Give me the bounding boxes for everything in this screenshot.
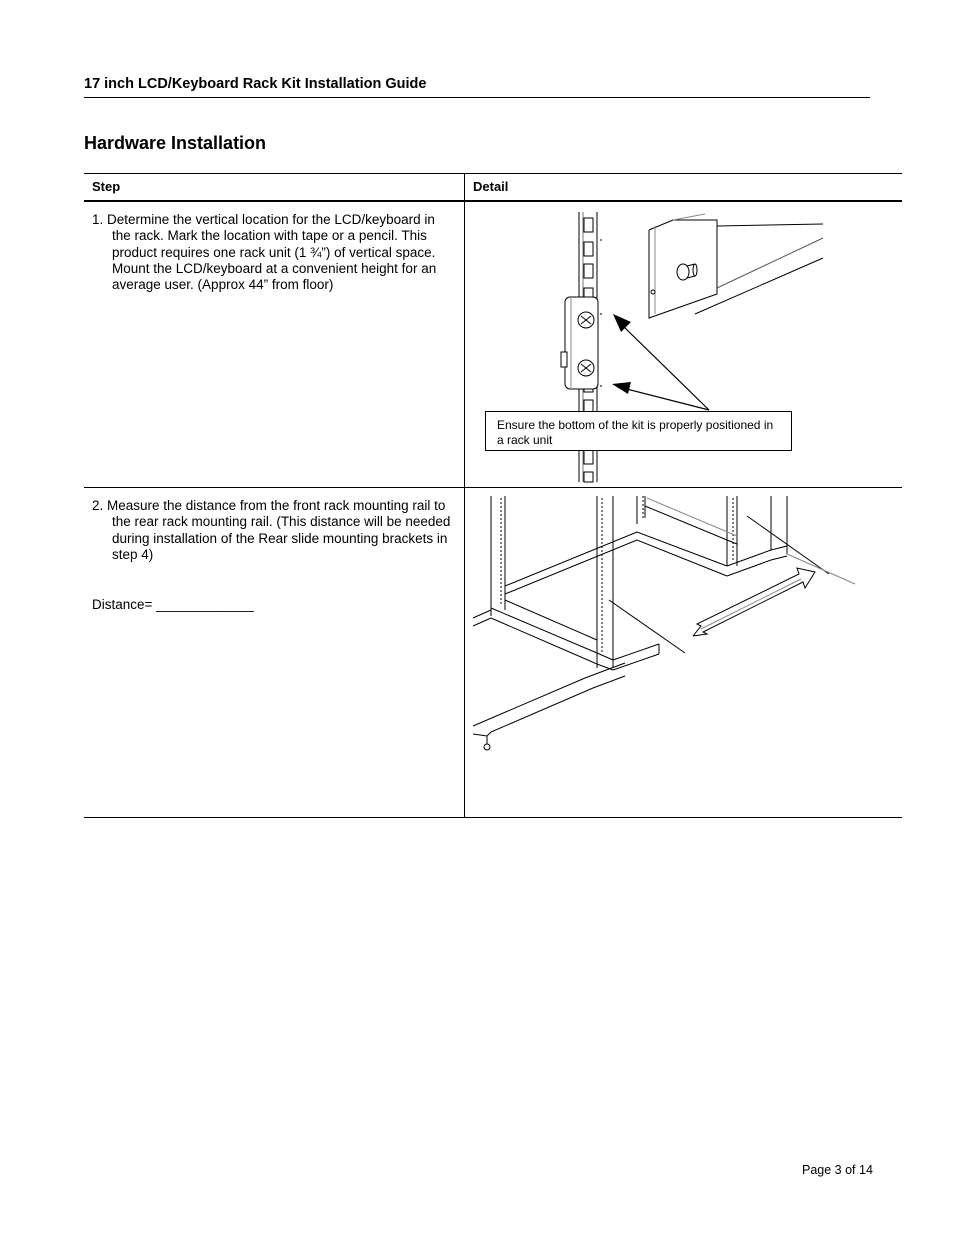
document-header: 17 inch LCD/Keyboard Rack Kit Installation Guide (84, 76, 870, 98)
rack-rail-figure (465, 202, 886, 487)
rack-frame-illustration (465, 488, 886, 813)
table-header-row (84, 174, 902, 202)
column-header-step: Step (84, 174, 465, 202)
callout-box: Ensure the bottom of the kit is properly positioned in a rack unit (485, 411, 792, 451)
detail-cell (465, 201, 903, 488)
step-2-text: 2. Measure the distance from the front rack mounting rail to the rear rack mounting rail. (This distance will be needed during installation of the Rear slide mounting brackets in step 4) (92, 498, 451, 562)
distance-field: Distance= _____________ (92, 597, 254, 613)
section-title: Hardware Installation (84, 133, 267, 153)
steps-table (84, 173, 902, 818)
step-cell (84, 488, 465, 818)
table-row (84, 201, 902, 488)
page-number: Page 3 of 14 (802, 1163, 873, 1177)
step-1-text: 1. Determine the vertical location for the LCD/keyboard in the rack. Mark the location with tape or a pencil. This product requires one rack unit (1 ¾”) of vertical space. Mount the LCD/keyboard at a convenient height for an average user. (Approx 44” from floor) (92, 212, 437, 293)
detail-cell (465, 488, 903, 818)
step-cell (84, 201, 465, 488)
column-header-detail: Detail (465, 174, 903, 202)
table-row (84, 488, 902, 818)
